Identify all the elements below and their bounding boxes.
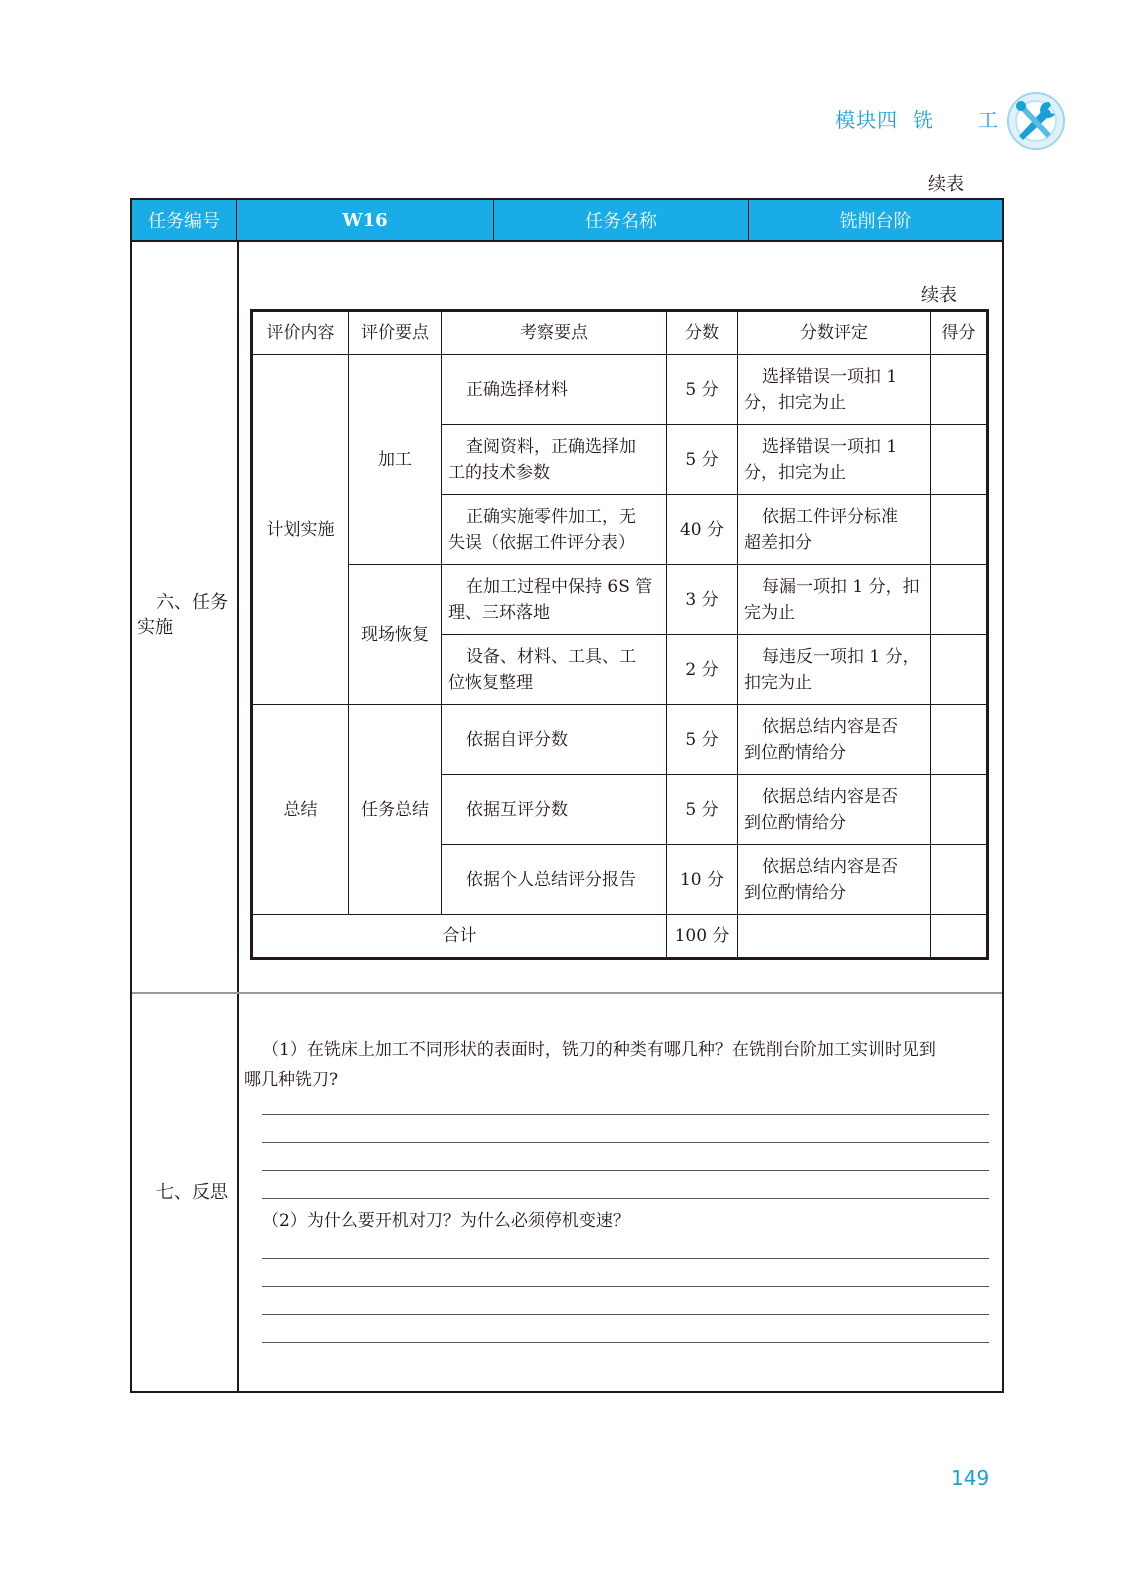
table-row (252, 355, 988, 425)
criteria-cell: 依据总结内容是否 到位酌情给分 (738, 845, 931, 915)
continued-label: 续表 (928, 174, 964, 195)
question-2: （2）为什么要开机对刀？为什么必须停机变速？ (262, 1211, 630, 1231)
answer-line[interactable] (262, 1258, 989, 1259)
answer-line[interactable] (262, 1286, 989, 1287)
total-row (252, 915, 988, 959)
score-cell: 40 分 (667, 495, 738, 565)
got-score-cell[interactable] (931, 845, 988, 915)
question-1-line1: （1）在铣床上加工不同形状的表面时，铣刀的种类有哪几种？在铣削台阶加工实训时见到 (262, 1040, 936, 1060)
score-cell: 5 分 (667, 425, 738, 495)
subgroup-site: 现场恢复 (349, 565, 442, 705)
total-got-cell[interactable] (931, 915, 988, 959)
got-score-cell[interactable] (931, 355, 988, 425)
total-score: 100 分 (667, 915, 738, 959)
answer-line[interactable] (262, 1342, 989, 1343)
table-row (252, 565, 988, 635)
column-divider (237, 242, 239, 1393)
col-header: 得分 (931, 311, 988, 355)
check-point: 设备、材料、工具、工 位恢复整理 (442, 635, 667, 705)
evaluation-table (250, 309, 989, 960)
criteria-cell: 依据工件评分标准 超差扣分 (738, 495, 931, 565)
group-summary: 总结 (252, 705, 349, 915)
answer-line[interactable] (262, 1170, 989, 1171)
criteria-cell: 选择错误一项扣 1 分，扣完为止 (738, 355, 931, 425)
table-row (252, 705, 988, 775)
group-plan: 计划实施 (252, 355, 349, 705)
col-header: 评价要点 (349, 311, 442, 355)
section7-label: 七、反思 (156, 1182, 228, 1203)
check-point: 依据自评分数 (442, 705, 667, 775)
got-score-cell[interactable] (931, 495, 988, 565)
got-score-cell[interactable] (931, 635, 988, 705)
question-1 (244, 1035, 1004, 1095)
col-header: 分数评定 (738, 311, 931, 355)
check-point: 依据互评分数 (442, 775, 667, 845)
got-score-cell[interactable] (931, 705, 988, 775)
check-point: 正确选择材料 (442, 355, 667, 425)
table-continued-label: 续表 (921, 285, 957, 306)
got-score-cell[interactable] (931, 565, 988, 635)
answer-line[interactable] (262, 1314, 989, 1315)
task-name-value: 铣削台阶 (839, 211, 912, 232)
total-label: 合计 (252, 915, 667, 959)
question-1-line2: 哪几种铣刀? (244, 1070, 339, 1090)
answer-line[interactable] (262, 1198, 989, 1199)
score-cell: 5 分 (667, 355, 738, 425)
section6-label-line1: 六、任务 (156, 592, 228, 613)
got-score-cell[interactable] (931, 775, 988, 845)
col-header: 评价内容 (252, 311, 349, 355)
section6-label-line2: 实施 (137, 617, 173, 638)
check-point: 在加工过程中保持 6S 管 理、三环落地 (442, 565, 667, 635)
got-score-cell[interactable] (931, 425, 988, 495)
criteria-cell: 依据总结内容是否 到位酌情给分 (738, 775, 931, 845)
table-header-row (252, 311, 988, 355)
section-divider (132, 992, 1002, 994)
col-header: 考察要点 (442, 311, 667, 355)
answer-line[interactable] (262, 1142, 989, 1143)
check-point: 查阅资料，正确选择加 工的技术参数 (442, 425, 667, 495)
check-point: 依据个人总结评分报告 (442, 845, 667, 915)
check-point: 正确实施零件加工，无 失误（依据工件评分表） (442, 495, 667, 565)
criteria-cell: 每漏一项扣 1 分，扣 完为止 (738, 565, 931, 635)
subgroup-process: 加工 (349, 355, 442, 565)
criteria-cell: 每违反一项扣 1 分， 扣完为止 (738, 635, 931, 705)
task-bar (132, 200, 1002, 242)
task-name-label: 任务名称 (494, 200, 749, 240)
col-header: 分数 (667, 311, 738, 355)
total-criteria-cell (738, 915, 931, 959)
score-cell: 3 分 (667, 565, 738, 635)
task-id-value: W16 (237, 200, 494, 240)
score-cell: 5 分 (667, 705, 738, 775)
page-header (667, 90, 1067, 150)
score-cell: 2 分 (667, 635, 738, 705)
score-cell: 10 分 (667, 845, 738, 915)
wrench-screwdriver-icon (1005, 90, 1067, 152)
answer-line[interactable] (262, 1114, 989, 1115)
score-cell: 5 分 (667, 775, 738, 845)
module-title: 模块四 铣 工 (835, 108, 999, 132)
criteria-cell: 依据总结内容是否 到位酌情给分 (738, 705, 931, 775)
criteria-cell: 选择错误一项扣 1 分，扣完为止 (738, 425, 931, 495)
task-id-label: 任务编号 (132, 200, 237, 240)
page-number: 149 (951, 1466, 990, 1490)
subgroup-task-summary: 任务总结 (349, 705, 442, 915)
